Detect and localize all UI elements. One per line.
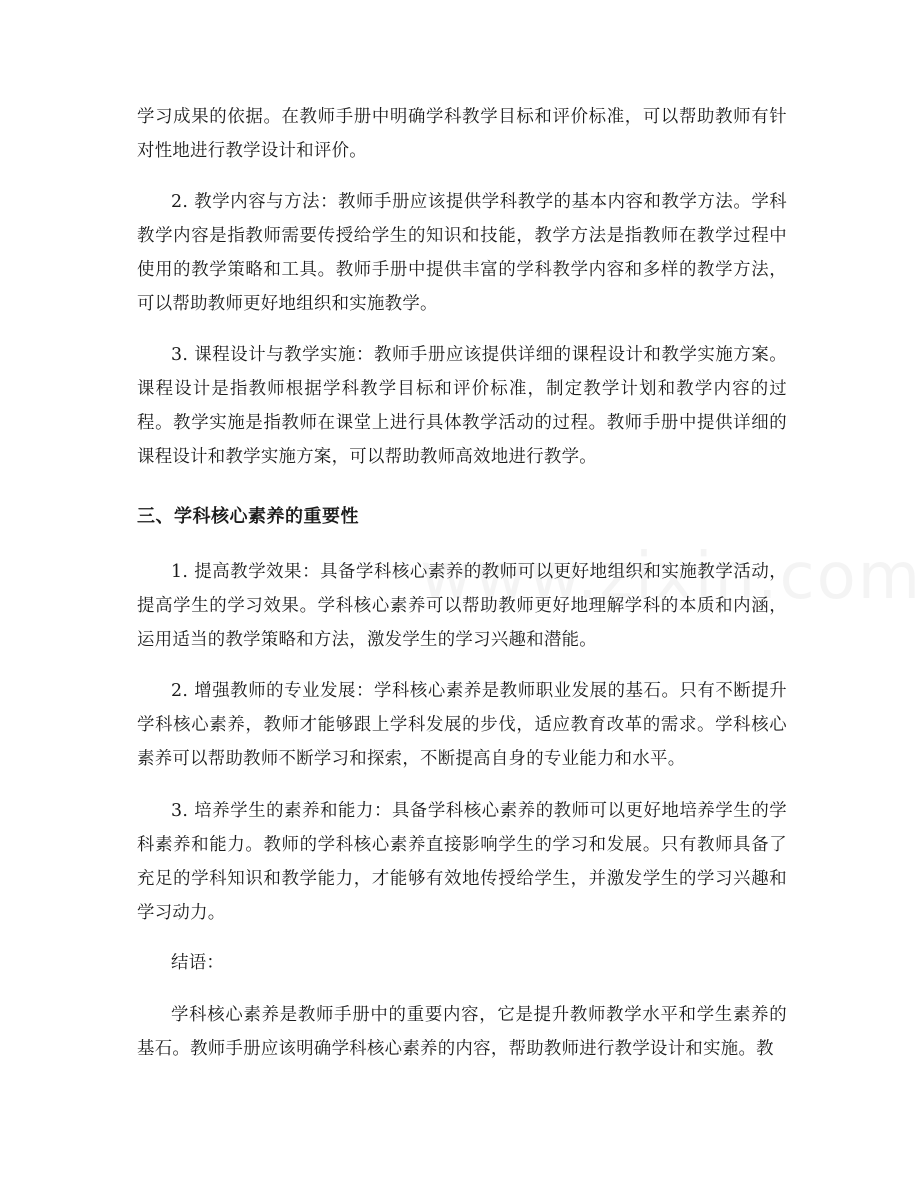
paragraph-professional-development: 2. 增强教师的专业发展：学科核心素养是教师职业发展的基石。只有不断提升学科核心素养，教师才能够跟上学科发展的步伐，适应教育改革的需求。学科核心素养可以帮助教师不断学习和探索，不断提高自身的专业能力和水平。	[137, 681, 787, 769]
paragraph-cultivate-students: 3. 培养学生的素养和能力：具备学科核心素养的教师可以更好地培养学生的学科素养和能力。教师的学科核心素养直接影响学生的学习和发展。只有教师具备了充足的学科知识和教学能力，才能够有效地传授给学生，并激发学生的学习兴趣和学习动力。	[137, 801, 787, 923]
paragraph-improve-teaching-effect: 1. 提高教学效果：具备学科核心素养的教师可以更好地组织和实施教学活动，提高学生的学习效果。学科核心素养可以帮助教师更好地理解学科的本质和内涵，运用适当的教学策略和方法，激发学生的学习兴趣和潜能。	[137, 562, 787, 650]
conclusion-label: 结语：	[171, 953, 225, 973]
paragraph-continuation: 学习成果的依据。在教师手册中明确学科教学目标和评价标准，可以帮助教师有针对性地进行教学设计和评价。	[137, 107, 787, 161]
section-heading-importance: 三、学科核心素养的重要性	[137, 506, 359, 527]
paragraph-course-design-implementation: 3. 课程设计与教学实施：教师手册应该提供详细的课程设计和教学实施方案。课程设计是指教师根据学科教学目标和评价标准，制定教学计划和教学内容的过程。教学实施是指教师在课堂上进行具体教学活动的过程。教师手册中提供详细的课程设计和教学实施方案，可以帮助教师高效地进行教学。	[137, 345, 787, 467]
paragraph-conclusion: 学科核心素养是教师手册中的重要内容，它是提升教师教学水平和学生素养的基石。教师手册应该明确学科核心素养的内容，帮助教师进行教学设计和实施。教	[137, 1005, 787, 1059]
paragraph-teaching-content-methods: 2. 教学内容与方法：教师手册应该提供学科教学的基本内容和教学方法。学科教学内容是指教师需要传授给学生的知识和技能，教学方法是指教师在教学过程中使用的教学策略和工具。教师手册中提供丰富的学科教学内容和多样的教学方法，可以帮助教师更好地组织和实施教学。	[137, 192, 787, 314]
